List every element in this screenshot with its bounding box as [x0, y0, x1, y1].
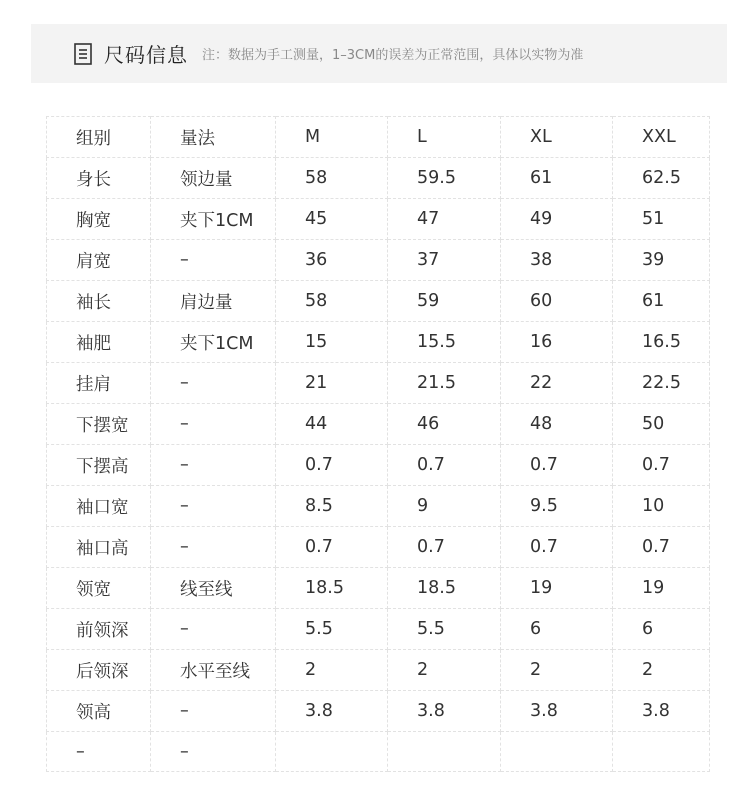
table-cell: 22: [501, 363, 613, 404]
table-cell: 0.7: [276, 527, 388, 568]
table-row: [47, 609, 710, 650]
table-cell: 3.8: [501, 691, 613, 732]
table-cell: [388, 732, 501, 772]
table-cell: 48: [501, 404, 613, 445]
table-cell: [501, 732, 613, 772]
table-cell: –: [151, 404, 276, 445]
table-cell: –: [47, 732, 151, 772]
table-cell: 胸宽: [47, 199, 151, 240]
table-cell: –: [151, 732, 276, 772]
table-row: [47, 568, 710, 609]
table-cell: 37: [388, 240, 501, 281]
table-cell: 袖肥: [47, 322, 151, 363]
table-row: [47, 445, 710, 486]
table-cell: 19: [613, 568, 710, 609]
table-header-cell: L: [388, 117, 501, 158]
table-cell: 22.5: [613, 363, 710, 404]
size-table-container: [46, 116, 710, 772]
table-cell: –: [151, 240, 276, 281]
table-cell: 0.7: [388, 527, 501, 568]
table-cell: 2: [613, 650, 710, 691]
table-cell: 前领深: [47, 609, 151, 650]
table-cell: 0.7: [276, 445, 388, 486]
table-row: [47, 404, 710, 445]
table-cell: 59: [388, 281, 501, 322]
table-cell: 18.5: [276, 568, 388, 609]
table-header-cell: 组别: [47, 117, 151, 158]
table-cell: 后领深: [47, 650, 151, 691]
table-cell: 袖口宽: [47, 486, 151, 527]
table-row: [47, 732, 710, 772]
table-cell: 0.7: [501, 527, 613, 568]
table-row: [47, 322, 710, 363]
table-cell: –: [151, 609, 276, 650]
table-header-row: [47, 117, 710, 158]
table-cell: 59.5: [388, 158, 501, 199]
table-cell: 袖口高: [47, 527, 151, 568]
table-cell: 62.5: [613, 158, 710, 199]
table-cell: 2: [388, 650, 501, 691]
table-cell: 58: [276, 158, 388, 199]
table-cell: 下摆宽: [47, 404, 151, 445]
table-cell: 16.5: [613, 322, 710, 363]
table-row: [47, 527, 710, 568]
table-cell: 肩宽: [47, 240, 151, 281]
table-header-cell: XL: [501, 117, 613, 158]
table-cell: 5.5: [276, 609, 388, 650]
table-cell: 50: [613, 404, 710, 445]
table-row: [47, 158, 710, 199]
table-cell: 3.8: [613, 691, 710, 732]
table-cell: 6: [501, 609, 613, 650]
table-cell: 下摆高: [47, 445, 151, 486]
table-cell: 15.5: [388, 322, 501, 363]
table-cell: 44: [276, 404, 388, 445]
table-cell: 领边量: [151, 158, 276, 199]
table-cell: 19: [501, 568, 613, 609]
table-cell: –: [151, 363, 276, 404]
table-cell: [276, 732, 388, 772]
table-cell: 6: [613, 609, 710, 650]
size-info-header: [31, 24, 727, 83]
table-row: [47, 650, 710, 691]
table-cell: 8.5: [276, 486, 388, 527]
table-cell: 21.5: [388, 363, 501, 404]
table-cell: –: [151, 527, 276, 568]
table-cell: 夹下1CM: [151, 322, 276, 363]
table-cell: 0.7: [613, 527, 710, 568]
table-row: [47, 363, 710, 404]
table-cell: 3.8: [388, 691, 501, 732]
table-header-cell: M: [276, 117, 388, 158]
table-cell: 18.5: [388, 568, 501, 609]
table-cell: –: [151, 445, 276, 486]
table-cell: 51: [613, 199, 710, 240]
table-row: [47, 199, 710, 240]
table-cell: 9.5: [501, 486, 613, 527]
table-cell: 58: [276, 281, 388, 322]
table-cell: 61: [501, 158, 613, 199]
table-cell: 袖长: [47, 281, 151, 322]
table-cell: 2: [501, 650, 613, 691]
table-cell: 46: [388, 404, 501, 445]
table-cell: 49: [501, 199, 613, 240]
table-row: [47, 240, 710, 281]
table-cell: 夹下1CM: [151, 199, 276, 240]
table-cell: 5.5: [388, 609, 501, 650]
table-header-cell: XXL: [613, 117, 710, 158]
table-cell: 0.7: [388, 445, 501, 486]
table-cell: 45: [276, 199, 388, 240]
table-cell: 47: [388, 199, 501, 240]
table-row: [47, 281, 710, 322]
table-cell: 21: [276, 363, 388, 404]
size-table: [46, 116, 710, 772]
table-cell: 身长: [47, 158, 151, 199]
table-cell: [613, 732, 710, 772]
measurement-note: 注：数据为手工测量，1–3CM的误差为正常范围，具体以实物为准: [202, 48, 584, 63]
page-title: 尺码信息: [104, 43, 188, 67]
table-cell: 36: [276, 240, 388, 281]
table-cell: 60: [501, 281, 613, 322]
table-cell: 10: [613, 486, 710, 527]
table-cell: 9: [388, 486, 501, 527]
table-cell: –: [151, 486, 276, 527]
table-cell: 肩边量: [151, 281, 276, 322]
table-cell: 61: [613, 281, 710, 322]
table-cell: 2: [276, 650, 388, 691]
table-cell: 3.8: [276, 691, 388, 732]
table-row: [47, 486, 710, 527]
document-icon: [74, 43, 92, 65]
table-cell: 领宽: [47, 568, 151, 609]
table-cell: 39: [613, 240, 710, 281]
table-cell: –: [151, 691, 276, 732]
table-cell: 38: [501, 240, 613, 281]
table-header-cell: 量法: [151, 117, 276, 158]
table-cell: 水平至线: [151, 650, 276, 691]
table-cell: 挂肩: [47, 363, 151, 404]
table-cell: 0.7: [501, 445, 613, 486]
table-row: [47, 691, 710, 732]
table-cell: 0.7: [613, 445, 710, 486]
table-cell: 15: [276, 322, 388, 363]
table-cell: 16: [501, 322, 613, 363]
table-cell: 线至线: [151, 568, 276, 609]
table-cell: 领高: [47, 691, 151, 732]
